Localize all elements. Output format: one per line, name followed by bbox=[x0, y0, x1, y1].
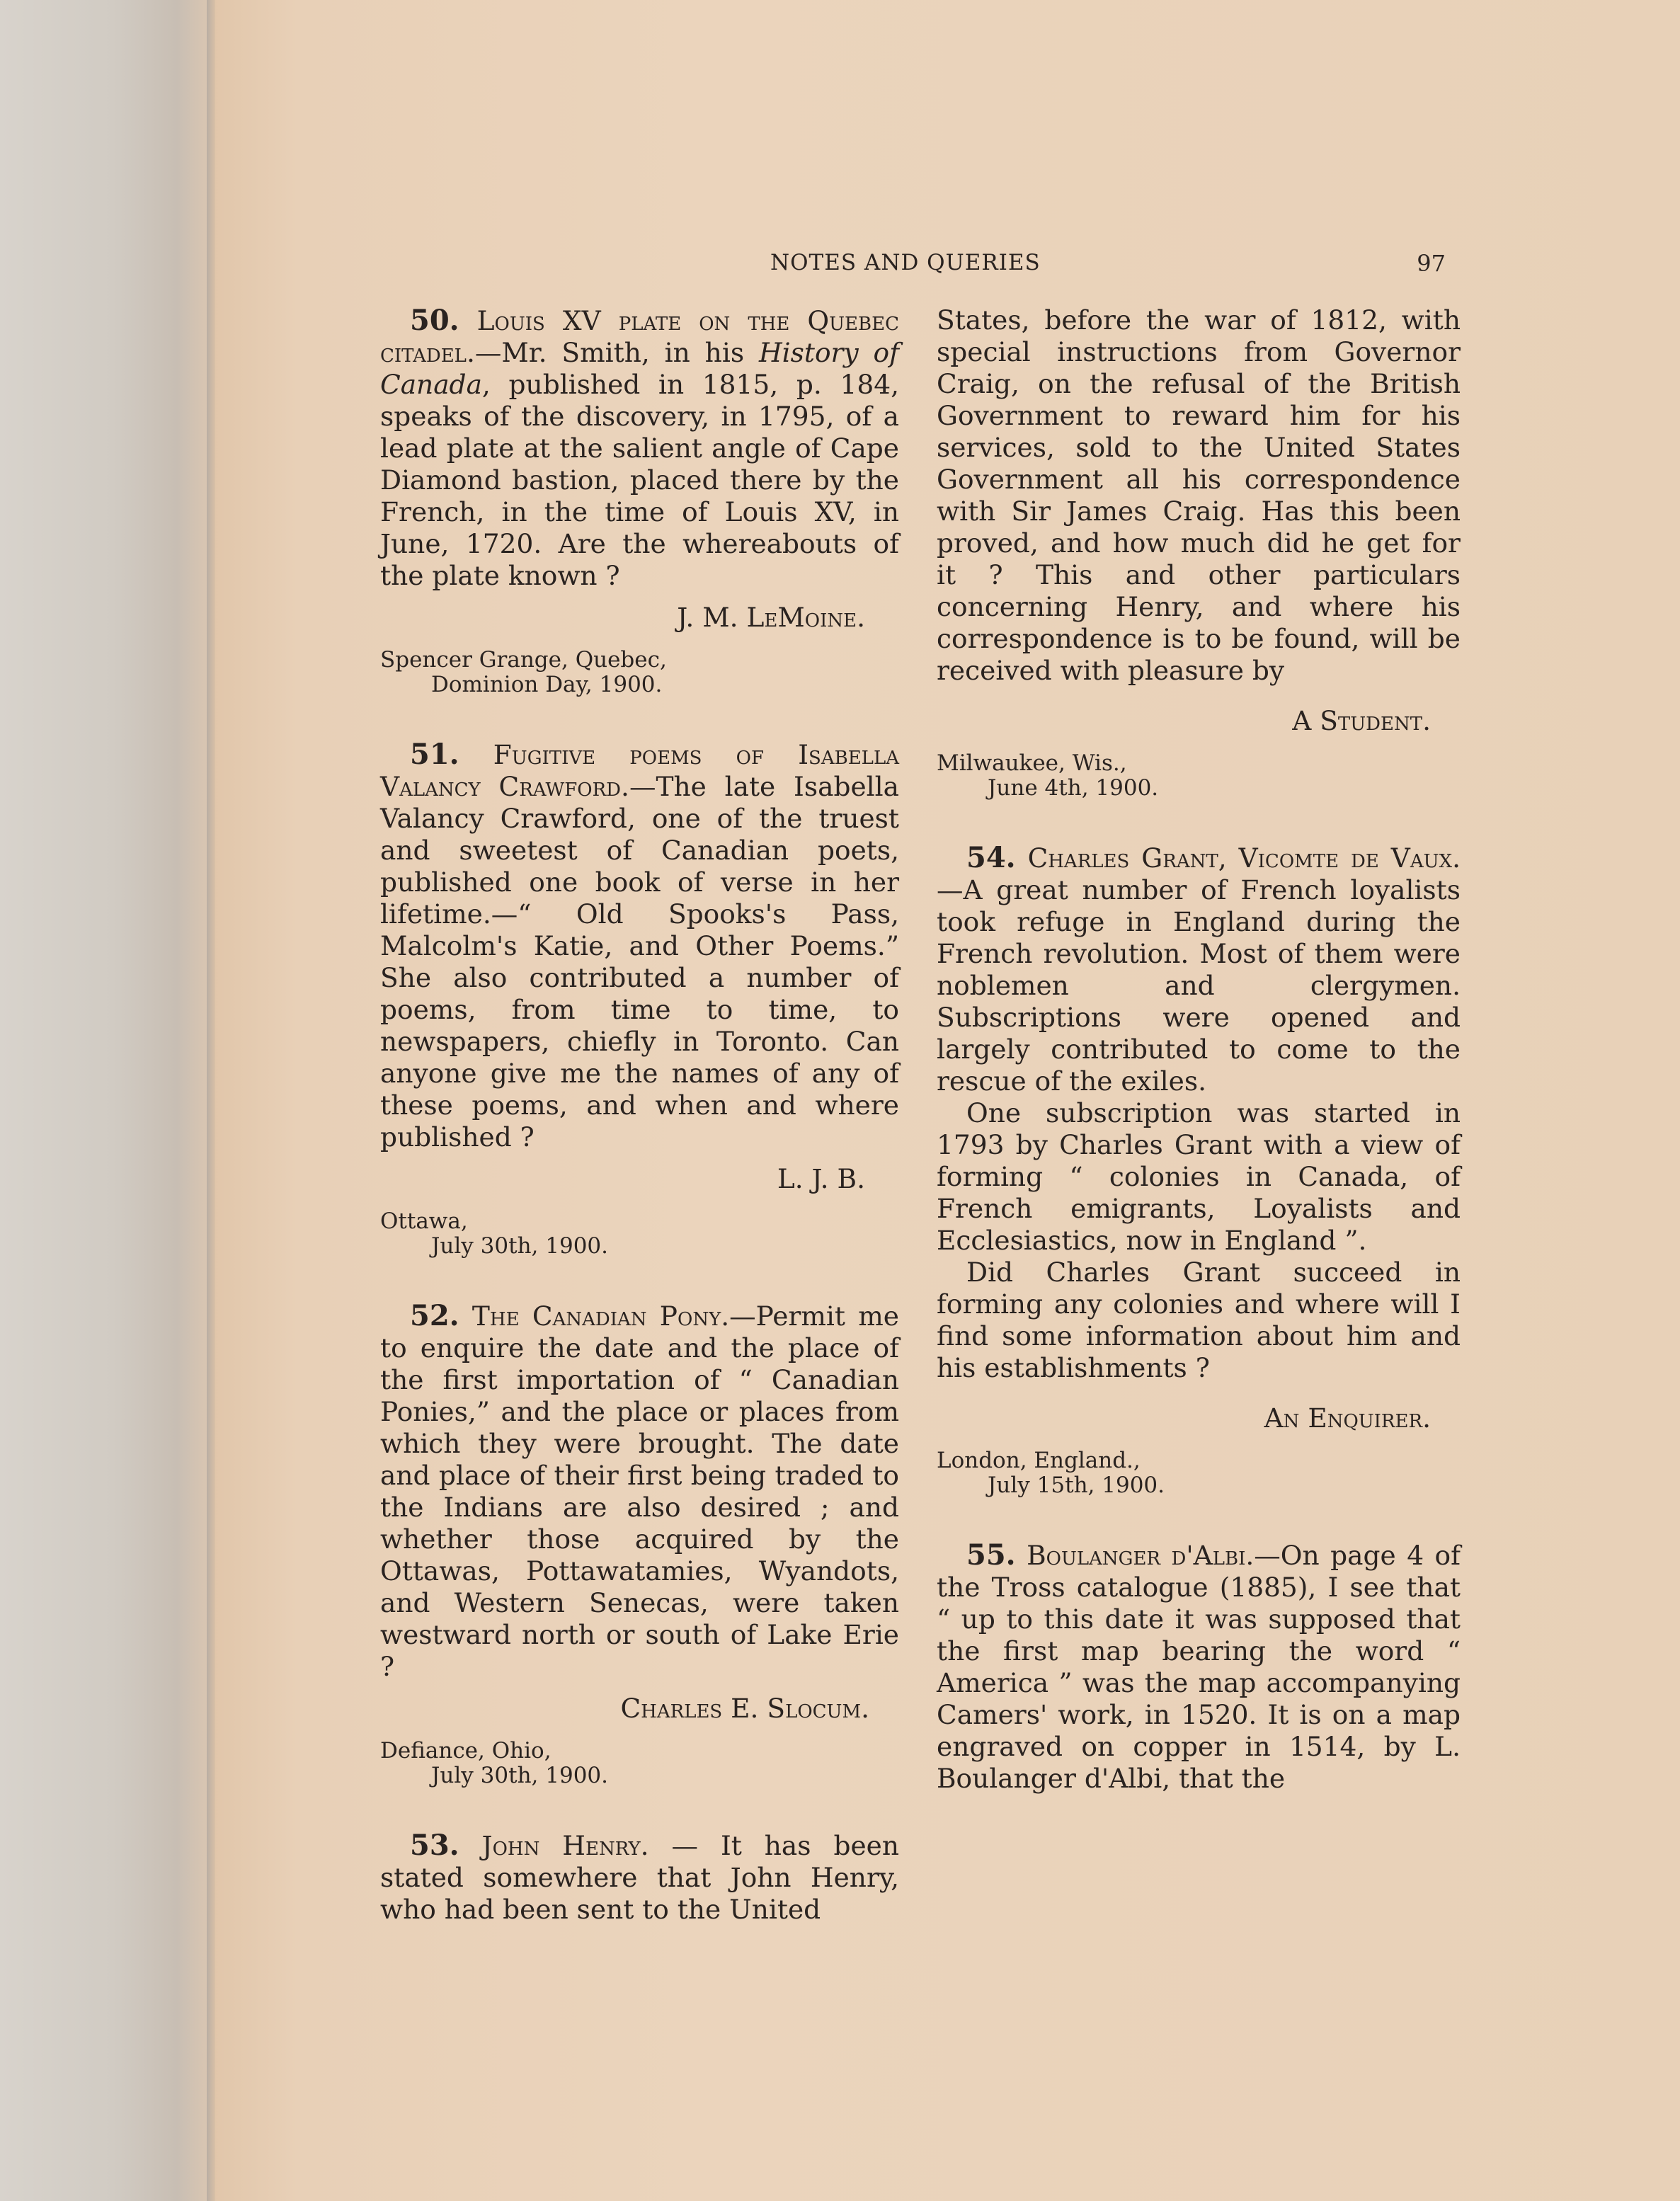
place-date bbox=[380, 1739, 899, 1788]
place: London, England., bbox=[937, 1448, 1141, 1473]
left-column bbox=[380, 304, 899, 1967]
query-number: 53. bbox=[410, 1829, 459, 1862]
date: July 15th, 1900. bbox=[988, 1473, 1165, 1498]
query-53-body bbox=[380, 1829, 899, 1926]
book-title: History of Canada bbox=[380, 337, 899, 400]
signature: Charles E. Slocum. bbox=[620, 1693, 869, 1724]
date: July 30th, 1900. bbox=[431, 1233, 608, 1259]
query-text: —A great number of French loyalists took refuge in England during the French revolution. Most of them were noblemen and clergymen. Subscriptions were opened and largely contributed to come to the rescue of the exiles. bbox=[937, 874, 1461, 1097]
query-title: Fugitive poems of Isabella Valancy Crawford. bbox=[380, 739, 899, 802]
place: Ottawa, bbox=[380, 1208, 468, 1234]
query-text: —Mr. Smith, in his bbox=[474, 337, 759, 368]
query-title: Boulanger d'Albi. bbox=[1027, 1540, 1255, 1571]
signature: L. J. B. bbox=[777, 1163, 865, 1194]
place: Milwaukee, Wis., bbox=[937, 750, 1127, 776]
query-text: —Permit me to enquire the date and the place of the first importation of “ Canadian Ponies,” and the place or places from which they were brought. The date and place of their first being traded to the Indians are also desired ; and whether those acquired by the Ottawas, Pottawatamies, Wyandots, and Western Senecas, were taken westward north or south of Lake Erie ? bbox=[380, 1300, 900, 1682]
query-52 bbox=[380, 1300, 899, 1788]
query-53-continued bbox=[937, 304, 1461, 801]
query-text: —The late Isabella Valancy Crawford, one of the truest and sweetest of Canadian poets, published one book of verse in her lifetime.—“ Old Spooks's Pass, Malcolm's Katie, and Other Poems.” She also contributed a number of poems, from time to time, to newspapers, chiefly in Toronto. Can anyone give me the names of any of these poems, and when and where published ? bbox=[380, 771, 899, 1153]
query-53-continued-text: States, before the war of 1812, with special instructions from Governor Craig, on the refusal of the British Government to reward him for his services, sold to the United States Government all his correspondence with Sir James Craig. Has this been proved, and how much did he get for it ? This and other particulars concerning Henry, and where his correspondence is to be found, will be received with pleasure by bbox=[937, 304, 1461, 686]
page-number: 97 bbox=[1417, 250, 1446, 277]
signature: An Enquirer. bbox=[1264, 1402, 1431, 1434]
query-50 bbox=[380, 304, 899, 697]
place-date bbox=[937, 751, 1461, 801]
place-date bbox=[380, 1209, 899, 1259]
query-title: The Canadian Pony. bbox=[472, 1300, 730, 1332]
query-title: John Henry. bbox=[481, 1830, 649, 1861]
right-column bbox=[937, 304, 1461, 1836]
date: June 4th, 1900. bbox=[988, 775, 1159, 801]
signature: J. M. LeMoine. bbox=[677, 602, 865, 633]
query-51-body bbox=[380, 738, 899, 1153]
query-text: — It has been stated somewhere that John Henry, who had been sent to the United bbox=[380, 1830, 900, 1925]
query-number: 52. bbox=[410, 1299, 459, 1332]
query-54-paragraph-3: Did Charles Grant succeed in forming any colonies and where will I find some information about him and his establishments ? bbox=[937, 1257, 1461, 1383]
signature: A Student. bbox=[1292, 705, 1431, 736]
query-55 bbox=[937, 1539, 1461, 1795]
query-number: 50. bbox=[410, 304, 459, 337]
query-51 bbox=[380, 738, 899, 1259]
date: Dominion Day, 1900. bbox=[431, 672, 663, 697]
query-number: 55. bbox=[966, 1538, 1016, 1572]
running-title: NOTES AND QUERIES bbox=[770, 250, 1041, 275]
query-50-body bbox=[380, 304, 899, 592]
query-53-start bbox=[380, 1829, 899, 1926]
place-date bbox=[380, 648, 899, 697]
query-text: —On page 4 of the Tross catalogue (1885), I see that “ up to this date it was supposed that the first map bearing the word “ America ” was the map accompanying Camers' work, in 1520. It is on a map engraved on copper in 1514, by L. Boulanger d'Albi, that the bbox=[937, 1540, 1461, 1794]
query-text: , published in 1815, p. 184, speaks of the discovery, in 1795, of a lead plate at the salient angle of Cape Diamond bastion, placed there by the French, in the time of Louis XV, in June, 1720. Are the whereabouts of the plate known ? bbox=[380, 369, 899, 591]
page-edge-shadow bbox=[207, 0, 215, 2201]
query-52-body bbox=[380, 1300, 899, 1683]
query-54-body bbox=[937, 842, 1461, 1097]
query-title: Louis XV plate on the Quebec citadel. bbox=[380, 305, 900, 368]
place: Spencer Grange, Quebec, bbox=[380, 647, 667, 673]
date: July 30th, 1900. bbox=[431, 1763, 608, 1788]
query-54 bbox=[937, 842, 1461, 1498]
query-title: Charles Grant, Vicomte de Vaux. bbox=[1027, 842, 1461, 874]
place-date bbox=[937, 1448, 1461, 1498]
facing-page-margin bbox=[0, 0, 212, 2201]
query-number: 54. bbox=[966, 841, 1016, 874]
query-number: 51. bbox=[410, 738, 459, 771]
query-55-body bbox=[937, 1539, 1461, 1795]
query-54-paragraph-2: One subscription was started in 1793 by Charles Grant with a view of forming “ colonies in Canada, of French emigrants, Loyalists and Ecclesiastics, now in England ”. bbox=[937, 1097, 1461, 1256]
place: Defiance, Ohio, bbox=[380, 1738, 552, 1763]
